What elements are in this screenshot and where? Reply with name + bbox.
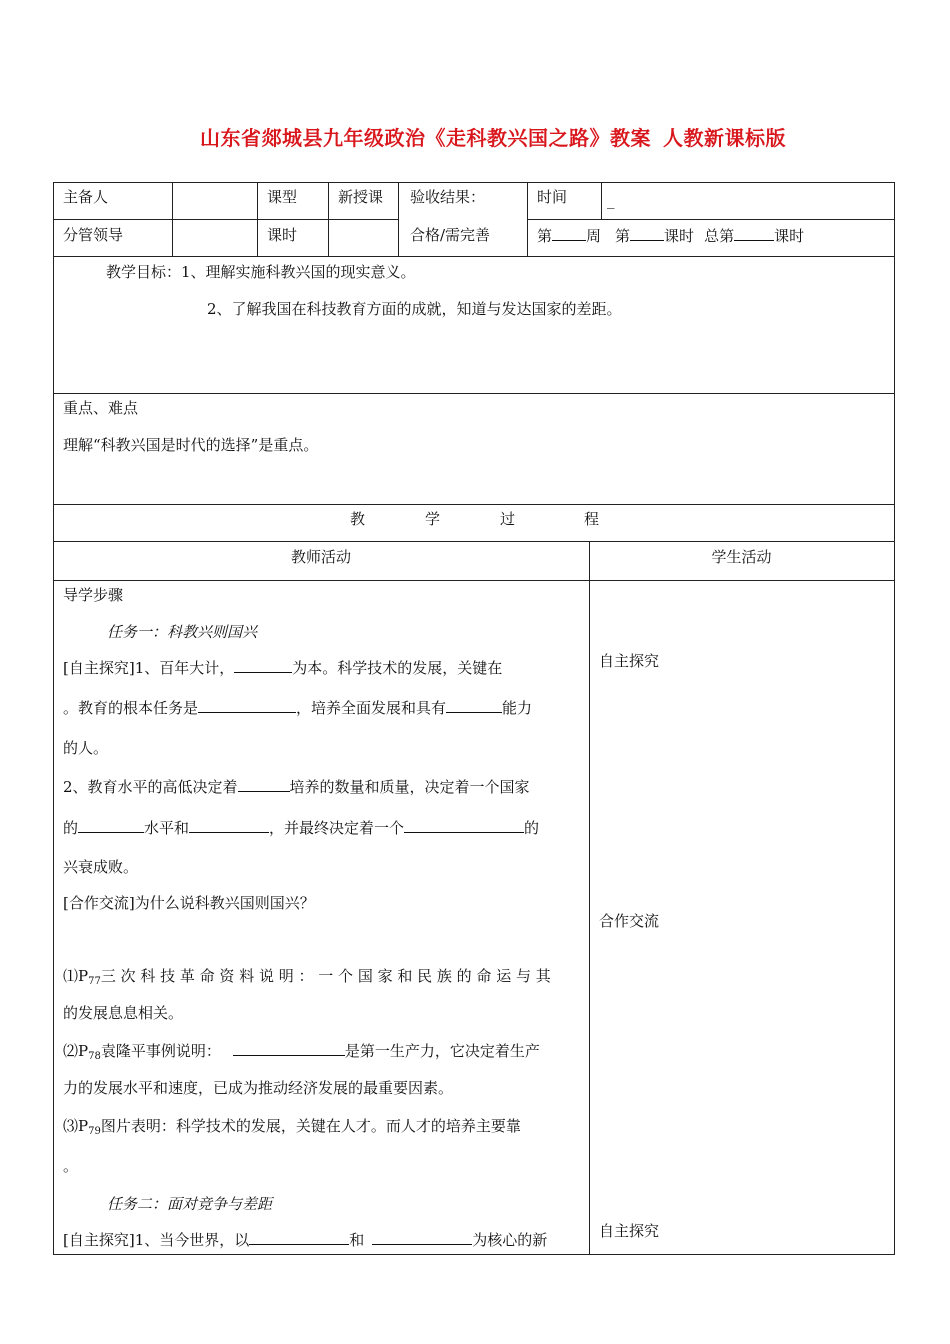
guide-steps: 导学步骤	[63, 586, 124, 604]
objective-1: 教学目标：1、理解实施科教兴国的现实意义。	[106, 263, 416, 281]
lesson-blank	[630, 225, 664, 241]
process-heading-3: 过	[500, 510, 516, 528]
process-heading-4: 程	[584, 510, 600, 528]
question-2-line-2: 的 水平和 ，并最终决定着一个 的	[63, 819, 540, 837]
question-3-line-1: [自主探究]1、当今世界，以 和 为核心的新	[63, 1231, 548, 1249]
task-1-heading: 任务一：科教兴则国兴	[107, 623, 258, 641]
point-1-line-1: $⑴P_{77}$三 次 科 技 革 命 资 料 说 明 ： 一 个 国 家 和 民 族 的 命 运 与 其	[63, 967, 551, 987]
total-blank	[734, 225, 774, 241]
question-1-line-2: 。教育的根本任务是 ，培养全面发展和具有 能力	[63, 699, 533, 717]
point-1-line-2: 的发展息息相关。	[63, 1004, 184, 1022]
objective-2: 2、了解我国在科技教育方面的成就，知道与发达国家的差距。	[207, 300, 622, 318]
task-2-heading: 任务二：面对竞争与差距	[107, 1195, 273, 1213]
key-points-text: 理解“科教兴国是时代的选择”是重点。	[63, 436, 319, 454]
acceptance-options: 合格/需完善	[410, 226, 491, 244]
schedule-line: 第 周 第 课时 总第 课时	[537, 227, 805, 245]
supervisor-label: 分管领导	[63, 226, 124, 244]
lead-preparer-label: 主备人	[63, 188, 109, 206]
process-heading-2: 学	[425, 510, 441, 528]
lesson-type-label: 课型	[267, 188, 298, 206]
student-self-study-2: 自主探究	[599, 1222, 660, 1240]
point-3-line-2: 。	[63, 1157, 79, 1175]
point-3-line-1: $⑶P_{79}$图片表明：科学技术的发展，关键在人才。而人才的培养主要靠	[63, 1117, 521, 1137]
point-2-line-2: 力的发展水平和速度，已成为推动经济发展的最重要因素。	[63, 1079, 454, 1097]
student-activity-header: 学生活动	[711, 548, 772, 566]
document-title	[0, 122, 950, 151]
question-1-line-3: 的人。	[63, 739, 109, 757]
acceptance-label: 验收结果：	[410, 188, 486, 206]
question-2-line-3: 兴衰成败。	[63, 858, 139, 876]
teacher-activity-header: 教师活动	[290, 548, 351, 566]
cooperation-question: [合作交流]为什么说科教兴国则国兴？	[63, 894, 315, 912]
time-label: 时间	[537, 188, 568, 206]
process-heading-1: 教	[350, 510, 366, 528]
key-points-heading: 重点、难点	[63, 399, 139, 417]
week-blank	[552, 225, 586, 241]
lesson-type-value: 新授课	[338, 188, 384, 206]
title-main: 山东省郯城县九年级政治《走科教兴国之路》教案	[200, 126, 651, 150]
point-2-line-1: $⑵P_{78}$袁隆平事例说明： 是第一生产力，它决定着生产	[63, 1042, 540, 1062]
question-1-line-1: [自主探究]1、百年大计， 为本。科学技术的发展，关键在	[63, 659, 503, 677]
time-value: _	[607, 191, 615, 209]
student-cooperation: 合作交流	[599, 912, 660, 930]
question-2-line-1: 2、教育水平的高低决定着 培养的数量和质量，决定着一个国家	[63, 778, 530, 796]
student-self-study-1: 自主探究	[599, 652, 660, 670]
title-edition: 人教新课标版	[663, 126, 786, 150]
period-label: 课时	[267, 226, 298, 244]
